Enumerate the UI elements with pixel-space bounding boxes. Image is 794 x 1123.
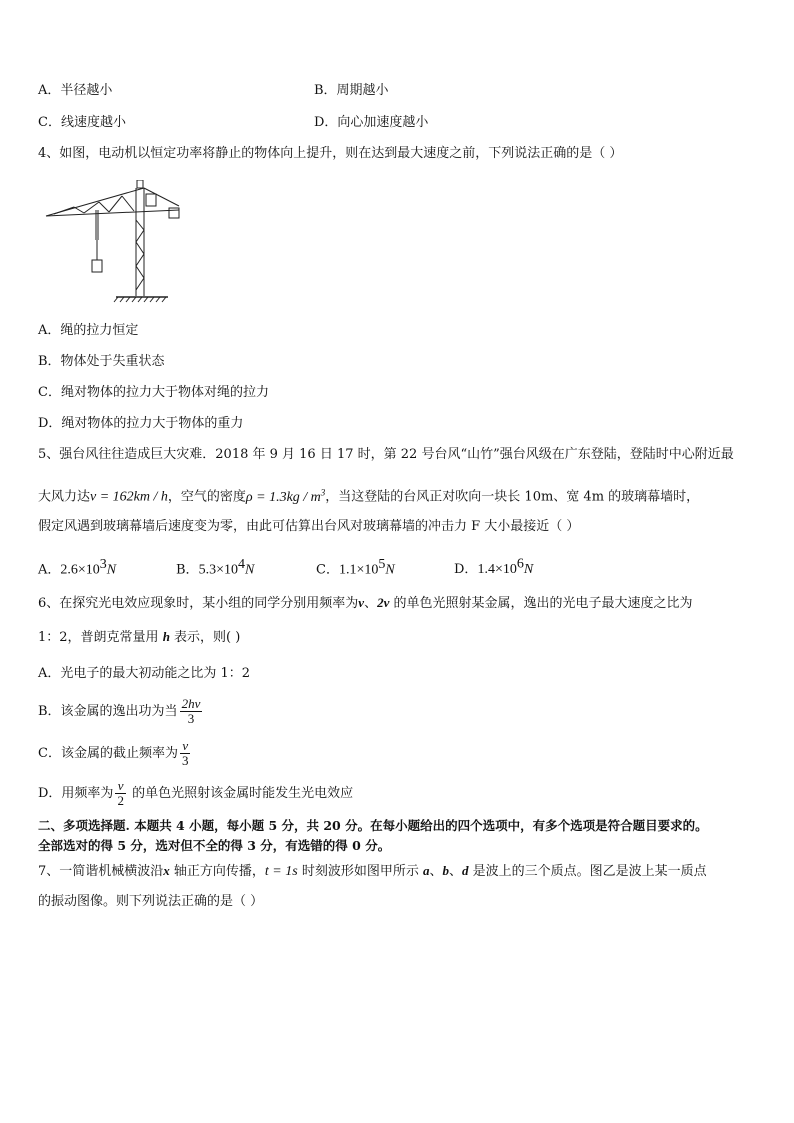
section2-heading-line2: 全部选对的得 5 分，选对但不全的得 3 分，有选错的得 0 分。 (38, 838, 391, 853)
q6-option-a: A．光电子的最大初动能之比为 1：2 (38, 666, 251, 681)
q5-stem-line1: 5、强台风往往造成巨大灾难．2018 年 9 月 16 日 17 时，第 22 号台风“山竹”强台风级在广东登陆，登陆时中心附近最 (38, 447, 734, 462)
q6-stem-line2: 1：2，普朗克常量用 h 表示，则( ) (38, 629, 241, 645)
q7-stem-line1: 7、一简谐机械横波沿x 轴正方向传播，t = 1s 时刻波形如图甲所示 a、b、d 是波上的三个质点。图乙是波上某一质点 (38, 863, 707, 879)
q3-option-c: C．线速度越小 (38, 115, 126, 130)
q5-option-c: C．$1.1\times 10^5N$ (316, 557, 395, 578)
q6-option-d-fraction: $\frac{\nu}{2}$ (117, 778, 124, 808)
q4-option-a: A．绳的拉力恒定 (38, 323, 139, 338)
q6-option-d: D．用频率为 $\frac{\nu}{2}$ 的单色光照射该金属时能发生光电效应 (38, 778, 354, 808)
q3-option-a: A．半径越小 (38, 83, 113, 98)
q4-option-c: C．绳对物体的拉力大于物体对绳的拉力 (38, 385, 269, 400)
section2-heading-line1: 二、多项选择题. 本题共 4 小题，每小题 5 分，共 20 分。在每小题给出的四个选项中，有多个选项是符合题目要求的。 (38, 818, 708, 833)
q5-option-b: B．$5.3\times 10^4N$ (176, 557, 255, 578)
q6-option-b: B．该金属的逸出功为当 $\frac{2h\nu}{3}$ (38, 696, 201, 726)
q4-option-d: D．绳对物体的拉力大于物体的重力 (38, 416, 244, 431)
q3-option-b: B．周期越小 (314, 83, 389, 98)
q5-option-d: D．$1.4\times 10^6N$ (454, 557, 534, 578)
q5-wind-speed: v = 162km / h (90, 489, 168, 505)
q4-option-b: B．物体处于失重状态 (38, 354, 165, 369)
q6-option-b-fraction: $\frac{2h\nu}{3}$ (181, 696, 201, 726)
q6-option-c: C．该金属的截止频率为 $\frac{\nu}{3}$ (38, 738, 189, 768)
q6-option-c-fraction: $\frac{\nu}{3}$ (181, 738, 189, 768)
q5-options (38, 556, 533, 579)
tower-crane-figure (44, 180, 184, 304)
q5-stem-line2: 大风力达v = 162km / h，空气的密度$\rho = 1.3kg / m^3$，当这登陆的台风正对吹向一块长 10m、宽 4m 的玻璃幕墙时， (38, 487, 700, 505)
q3-option-d: D．向心加速度越小 (314, 115, 429, 130)
q5-option-a: A．$2.6\times 10^3N$ (38, 557, 117, 578)
q6-stem-line1: 6、在探究光电效应现象时，某小组的同学分别用频率为ν、2ν 的单色光照射某金属，逸出的光电子最大速度之比为 (38, 595, 693, 611)
q5-air-density: $\rho = 1.3kg / m^3$ (245, 487, 326, 505)
q5-stem-line3: 假定风遇到玻璃幕墙后速度变为零，由此可估算出台风对玻璃幕墙的冲击力 F 大小最接近（ ） (38, 519, 580, 534)
q7-stem-line2: 的振动图像。则下列说法正确的是（ ） (38, 894, 264, 909)
q4-stem: 4、如图，电动机以恒定功率将静止的物体向上提升，则在达到最大速度之前，下列说法正确的是（ ） (38, 146, 623, 161)
